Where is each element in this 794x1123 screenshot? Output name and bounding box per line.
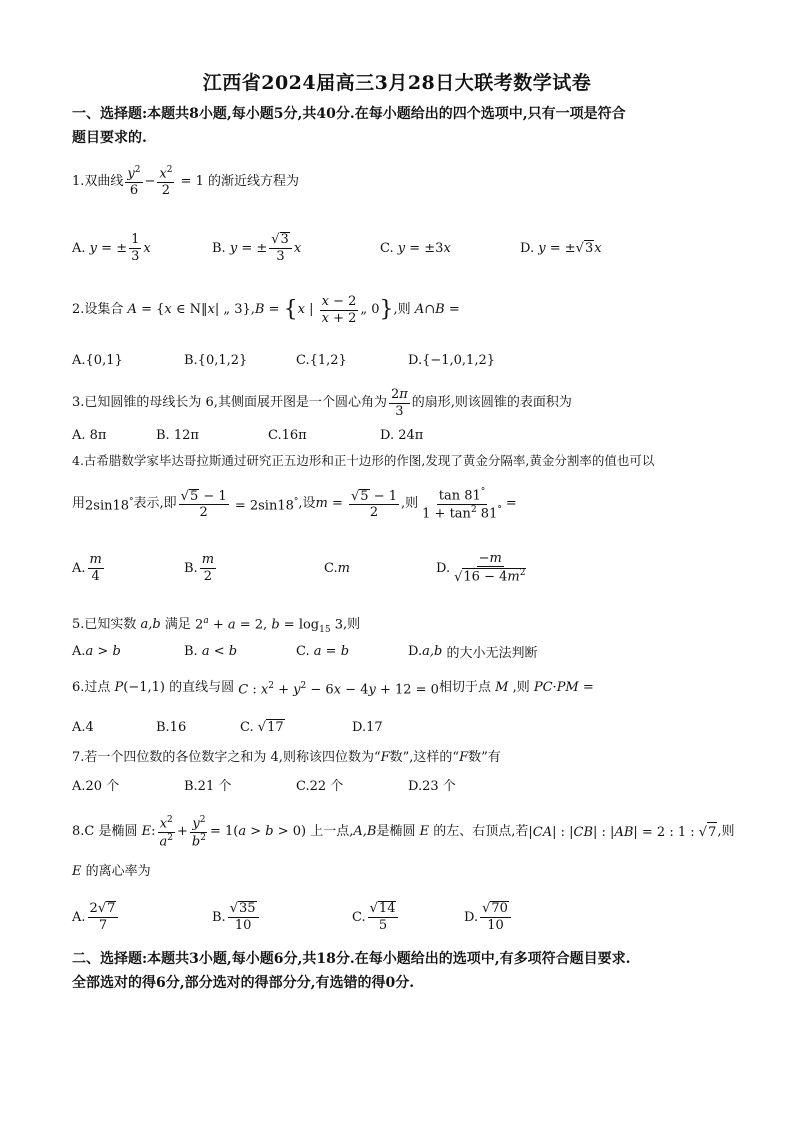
text: 7.若一个四位数的各位数字之和为 4,则称该四位数为“ xyxy=(72,750,381,765)
question-6-options xyxy=(72,711,732,743)
option-label: A. xyxy=(72,909,86,925)
question-7-options xyxy=(72,768,732,800)
option-d: D. a,b 的大小无法判断 xyxy=(408,643,538,661)
option-d: D.17 xyxy=(352,719,383,735)
text: 相切于点 xyxy=(438,680,491,696)
text: ,则 xyxy=(342,617,361,633)
text: ,则 xyxy=(401,496,419,512)
fraction: $\frac{y^2}{6}$ xyxy=(127,165,141,198)
text: 满足 xyxy=(164,617,191,633)
text: ,则 xyxy=(717,824,735,840)
text: 表示,即 xyxy=(133,496,177,512)
option-label: B. xyxy=(212,240,226,256)
question-2: 2.设集合 A = {x ∈ N‖x| „ 3},B = { x | $\frac{x - 2}{x + 2}$ „ 0 } ,则 A∩B = xyxy=(72,294,460,326)
option-label: C. xyxy=(352,909,366,925)
question-2-suffix: ,则 xyxy=(393,302,411,318)
question-5-options xyxy=(72,635,732,667)
question-1-options xyxy=(72,232,732,264)
text: 的直线与圆 xyxy=(169,680,235,696)
question-7: 7.若一个四位数的各位数字之和为 4,则称该四位数为“ F 数”,这样的“ F 数”有 xyxy=(72,748,732,768)
option-c: C. √ 14 5 xyxy=(352,901,400,933)
question-5: 5.已知实数 a,b 满足 $2^a + a = 2$, $b = \log_{15} 3$ ,则 xyxy=(72,616,361,635)
option-b: B. $\frac{m}{2}$ xyxy=(184,551,215,584)
option-label: D. xyxy=(520,240,535,256)
option-label: D. xyxy=(408,643,423,659)
question-1-suffix: 的渐近线方程为 xyxy=(208,173,300,189)
option-a: A.20 个 xyxy=(72,778,120,794)
question-6: 6.过点 P(−1,1) 的直线与圆 C : $x^2 + y^2 - 6x - 4y + 12 = 0$ 相切于点 M ,则 PC·PM = xyxy=(72,680,594,698)
option-label: A. xyxy=(72,643,86,659)
option-a: A. y = ± $\frac{1}{3}$ x xyxy=(72,231,151,264)
page-title: 江西省2024届高三3月28日大联考数学试卷 xyxy=(202,72,592,94)
option-label: D. xyxy=(436,560,451,576)
option-label: D. xyxy=(464,909,479,925)
question-8: 8.C 是椭圆 E : $\frac{x^2}{a^2}$ + $\frac{y^2}{b^2}$ = 1(a > b > 0) 上一点, A,B 是椭圆 E 的左、右顶点,若 |CA| : |CB| : |AB| = 2 : 1 : √ 7 ,则 xyxy=(72,815,735,850)
option-d: D. −m √ $16 - 4m^2$ xyxy=(436,550,526,585)
section-1-line-1: 一、选择题:本题共8小题,每小题5分,共40分.在每小题给出的四个选项中,只有一项是符合 xyxy=(72,106,626,122)
section-2-line-2: 全部选对的得6分,部分选对的得部分分,有选错的得0分. xyxy=(72,975,415,991)
text: 是椭圆 xyxy=(376,824,416,840)
option-b: B. y = ± √ 3 3 x xyxy=(212,232,302,264)
option-b: B. a < b xyxy=(184,643,238,659)
text: 用 xyxy=(72,496,86,512)
option-c: C. √ 17 xyxy=(240,719,284,735)
option-b: B.16 xyxy=(156,719,187,735)
option-label: B. xyxy=(212,909,226,925)
option-label: C. xyxy=(380,240,394,256)
text: 数”有 xyxy=(468,750,501,765)
text: 数”,这样的“ xyxy=(389,750,460,765)
option-a: A. $\frac{m}{4}$ xyxy=(72,551,102,584)
option-label: B. xyxy=(184,560,198,576)
question-4-options xyxy=(72,552,732,584)
option-label: A. xyxy=(72,560,86,576)
section-1-line-2: 题目要求的. xyxy=(72,130,147,146)
option-b: B. √ 35 10 xyxy=(212,901,261,933)
question-2-options xyxy=(72,344,732,376)
option-label: C. xyxy=(240,719,254,735)
option-d: D.23 个 xyxy=(408,778,456,794)
question-8-options xyxy=(72,901,732,933)
text: 的大小无法判断 xyxy=(446,645,538,661)
option-d: D. 24π xyxy=(380,427,424,443)
option-d: D. y = ± √ 3 x xyxy=(520,240,602,256)
option-label: C. xyxy=(324,560,338,576)
text: 的离心率为 xyxy=(85,864,151,879)
text: ,设 xyxy=(298,496,316,512)
option-d: D. √ 70 10 xyxy=(464,901,513,933)
option-a: A. a > b xyxy=(72,643,121,659)
option-c: C. a = b xyxy=(296,643,350,659)
option-a: A.{0,1} xyxy=(72,352,123,368)
question-3 xyxy=(72,388,732,418)
option-d: D.{−1,0,1,2} xyxy=(408,352,496,368)
question-1: 1.双曲线 $\frac{y^2}{6}$ − $\frac{x^2}{2}$ = 1 的渐近线方程为 xyxy=(72,165,300,198)
option-c: C.22 个 xyxy=(296,778,344,794)
option-b: B.{0,1,2} xyxy=(184,352,248,368)
option-a: A.4 xyxy=(72,719,94,735)
option-c: C.16π xyxy=(268,427,307,443)
section-2-header xyxy=(72,947,722,995)
question-1-prefix: 1.双曲线 xyxy=(72,173,124,189)
option-c: C.{1,2} xyxy=(296,352,347,368)
question-3-suffix: 的扇形,则该圆锥的表面积为 xyxy=(411,395,572,411)
text: 的左、右顶点,若 xyxy=(433,824,529,840)
question-2-prefix: 2.设集合 xyxy=(72,302,124,318)
text: ,则 xyxy=(512,680,530,696)
option-b: B.21 个 xyxy=(184,778,232,794)
question-3-prefix: 3.已知圆锥的母线长为 6,其侧面展开图是一个圆心角为 xyxy=(72,395,387,411)
option-a: A. 8π xyxy=(72,427,107,443)
text: 上一点, xyxy=(310,824,354,840)
fraction: $\frac{x^2}{2}$ xyxy=(159,165,173,198)
question-4-line-2: 用 2sin18° 表示,即 √ 5 − 1 2 = 2sin18° ,设 m = √ 5 − 1 2 ,则 $\frac{\tan 81^\circ}{1 + \tan^2 81^\circ}$ = xyxy=(72,487,517,522)
option-c: C. y = ±3 x xyxy=(380,240,451,256)
question-8-line-2: E 的离心率为 xyxy=(72,862,732,882)
option-label: B. xyxy=(184,643,198,659)
question-4-line-1: 4.古希腊数学家毕达哥拉斯通过研究正五边形和正十边形的作图,发现了黄金分隔率,黄金分割率的值也可以 xyxy=(72,453,655,468)
option-a: A. 2 √ 7 7 xyxy=(72,901,120,933)
section-2-line-1: 二、选择题:本题共3小题,每小题6分,共18分.在每小题给出的选项中,有多项符合题目要求. xyxy=(72,951,631,967)
option-b: B. 12π xyxy=(156,427,199,443)
option-label: C. xyxy=(296,643,310,659)
text: 8.C 是椭圆 xyxy=(72,824,138,840)
fraction: $\frac{2\pi}{3}$ xyxy=(390,387,408,419)
text: 5.已知实数 xyxy=(72,617,137,633)
text: 6.过点 xyxy=(72,680,111,696)
section-1-header xyxy=(72,102,722,150)
question-3-options xyxy=(72,419,732,451)
option-c: C. m xyxy=(324,560,350,576)
option-label: A. xyxy=(72,240,86,256)
